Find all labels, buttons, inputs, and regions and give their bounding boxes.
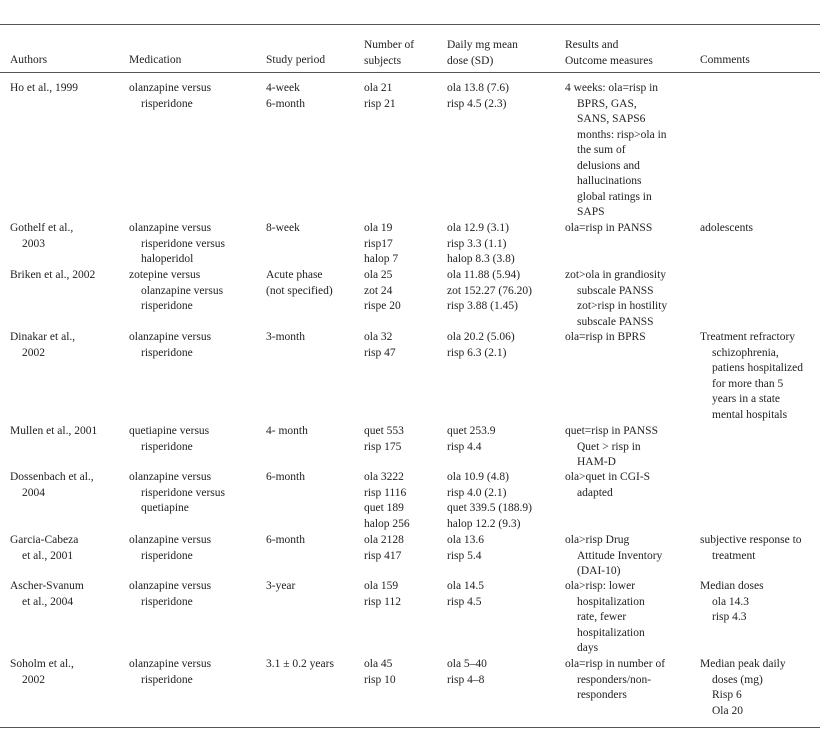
cell-results-line: ola>quet in CGI-S bbox=[565, 471, 651, 483]
cell-results bbox=[565, 330, 646, 346]
cell-period bbox=[266, 424, 308, 440]
cell-authors-line: et al., 2004 bbox=[22, 595, 74, 608]
cell-subjects bbox=[364, 579, 401, 610]
cell-subjects-line: halop 256 bbox=[364, 517, 410, 530]
header-comments bbox=[700, 53, 750, 69]
cell-results-line: 4 weeks: ola=risp in bbox=[565, 82, 659, 94]
cell-dose-line: halop 12.2 (9.3) bbox=[447, 517, 521, 530]
cell-dose bbox=[447, 330, 515, 361]
cell-subjects-line: ola 19 bbox=[364, 222, 393, 234]
cell-comments bbox=[700, 657, 786, 719]
cell-dose-line: quet 253.9 bbox=[447, 425, 496, 437]
cell-dose-line: risp 4.4 bbox=[447, 440, 482, 453]
cell-results-line: Attitude Inventory bbox=[577, 549, 663, 562]
cell-medication-line: zotepine versus bbox=[129, 269, 201, 281]
cell-dose bbox=[447, 470, 532, 532]
cell-results-line: subscale PANSS bbox=[577, 315, 654, 328]
cell-dose bbox=[447, 81, 509, 112]
cell-medication-line: olanzapine versus bbox=[129, 580, 212, 592]
header-results-line: Outcome measures bbox=[565, 54, 653, 67]
cell-medication-line: olanzapine versus bbox=[129, 222, 212, 234]
cell-comments-line: years in a state bbox=[712, 393, 781, 405]
header-results bbox=[565, 38, 653, 69]
cell-period-line: (not specified) bbox=[266, 284, 333, 297]
cell-results bbox=[565, 470, 650, 501]
cell-authors bbox=[10, 81, 78, 97]
cell-authors-line: Briken et al., 2002 bbox=[10, 269, 96, 281]
cell-dose-line: ola 12.9 (3.1) bbox=[447, 222, 509, 234]
cell-results-line: quet=risp in PANSS bbox=[565, 425, 658, 437]
cell-results-line: ola=risp in PANSS bbox=[565, 222, 653, 234]
cell-authors-line: Mullen et al., 2001 bbox=[10, 425, 98, 437]
cell-authors-line: Ascher-Svanum bbox=[10, 580, 84, 592]
cell-subjects-line: ola 25 bbox=[364, 269, 393, 281]
cell-results-line: hospitalization bbox=[577, 595, 645, 608]
cell-subjects-line: risp 175 bbox=[364, 440, 402, 453]
cell-period bbox=[266, 533, 305, 549]
cell-subjects-line: quet 553 bbox=[364, 425, 404, 437]
cell-authors-line: Garcia-Cabeza bbox=[10, 534, 79, 546]
cell-comments-line: for more than 5 bbox=[712, 377, 784, 390]
cell-subjects bbox=[364, 221, 398, 268]
cell-medication-line: risperidone bbox=[141, 346, 193, 359]
cell-period-line: 6-month bbox=[266, 534, 305, 546]
cell-results-line: Quet > risp in bbox=[577, 440, 641, 453]
cell-subjects bbox=[364, 330, 396, 361]
cell-comments-line: patiens hospitalized bbox=[712, 362, 804, 374]
cell-results-line: zot>risp in hostility bbox=[577, 300, 668, 312]
cell-comments bbox=[700, 221, 753, 237]
cell-medication-line: quetiapine bbox=[141, 502, 189, 514]
cell-comments-line: subjective response to bbox=[700, 534, 802, 546]
cell-period-line: 3-month bbox=[266, 331, 305, 343]
cell-dose bbox=[447, 579, 484, 610]
cell-comments-line: ola 14.3 bbox=[712, 595, 750, 608]
cell-results-line: ola=risp in BPRS bbox=[565, 331, 646, 343]
cell-comments-line: Risp 6 bbox=[712, 689, 742, 701]
cell-medication bbox=[129, 268, 223, 315]
header-results-line: Results and bbox=[565, 39, 619, 51]
cell-dose-line: ola 10.9 (4.8) bbox=[447, 471, 509, 483]
cell-authors bbox=[10, 579, 84, 610]
cell-subjects-line: ola 21 bbox=[364, 82, 393, 94]
cell-dose-line: ola 5–40 bbox=[447, 658, 487, 670]
header-dose-line: dose (SD) bbox=[447, 54, 494, 67]
cell-medication-line: risperidone bbox=[141, 673, 193, 686]
cell-results-line: (DAI-10) bbox=[577, 565, 621, 577]
cell-medication-line: risperidone versus bbox=[141, 237, 225, 250]
cell-results bbox=[565, 221, 652, 237]
cell-results-line: delusions and bbox=[577, 159, 640, 172]
cell-subjects-line: halop 7 bbox=[364, 253, 399, 265]
cell-dose-line: risp 4.5 bbox=[447, 595, 482, 608]
header-medication bbox=[129, 53, 181, 69]
cell-medication-line: olanzapine versus bbox=[129, 534, 212, 546]
cell-period bbox=[266, 221, 300, 237]
cell-dose-line: risp 3.3 (1.1) bbox=[447, 237, 507, 250]
cell-comments-line: Median doses bbox=[700, 580, 764, 592]
cell-results bbox=[565, 81, 667, 221]
cell-comments bbox=[700, 579, 764, 626]
cell-dose-line: risp 4–8 bbox=[447, 673, 485, 686]
cell-authors-line: 2002 bbox=[22, 346, 45, 359]
cell-period-line: 8-week bbox=[266, 222, 300, 234]
cell-results-line: ola>risp: lower bbox=[565, 580, 636, 592]
cell-period bbox=[266, 81, 305, 112]
cell-results-line: rate, fewer bbox=[577, 611, 627, 623]
cell-results-line: days bbox=[577, 642, 599, 654]
cell-subjects-line: ola 159 bbox=[364, 580, 399, 592]
cell-authors-line: Dinakar et al., bbox=[10, 331, 76, 343]
cell-subjects-line: risp 47 bbox=[364, 346, 396, 359]
cell-period-line: 4- month bbox=[266, 425, 308, 437]
cell-subjects bbox=[364, 268, 401, 315]
cell-comments bbox=[700, 330, 803, 423]
bottom-rule bbox=[0, 727, 820, 728]
cell-subjects-line: risp 112 bbox=[364, 595, 401, 608]
cell-dose-line: ola 20.2 (5.06) bbox=[447, 331, 515, 343]
cell-authors bbox=[10, 470, 94, 501]
cell-authors-line: Ho et al., 1999 bbox=[10, 82, 79, 94]
cell-subjects-line: risp 417 bbox=[364, 549, 402, 562]
cell-medication-line: quetiapine versus bbox=[129, 425, 210, 437]
header-dose bbox=[447, 38, 518, 69]
cell-results-line: the sum of bbox=[577, 144, 626, 156]
cell-dose-line: quet 339.5 (188.9) bbox=[447, 502, 532, 514]
cell-period bbox=[266, 579, 295, 595]
cell-comments-line: schizophrenia, bbox=[712, 346, 779, 359]
cell-results-line: BPRS, GAS, bbox=[577, 97, 637, 110]
cell-subjects-line: quet 189 bbox=[364, 502, 404, 514]
cell-dose-line: zot 152.27 (76.20) bbox=[447, 284, 532, 297]
cell-period-line: 3-year bbox=[266, 580, 296, 592]
cell-medication bbox=[129, 533, 211, 564]
cell-dose-line: ola 13.6 bbox=[447, 534, 485, 546]
cell-medication-line: olanzapine versus bbox=[129, 331, 212, 343]
cell-dose-line: ola 11.88 (5.94) bbox=[447, 269, 521, 281]
header-subjects-line: subjects bbox=[364, 54, 402, 67]
cell-dose-line: ola 13.8 (7.6) bbox=[447, 82, 509, 94]
cell-comments-line: treatment bbox=[712, 549, 756, 562]
cell-medication-line: risperidone bbox=[141, 595, 193, 608]
cell-medication-line: risperidone bbox=[141, 300, 193, 312]
cell-results-line: months: risp>ola in bbox=[577, 128, 667, 141]
header-subjects bbox=[364, 38, 414, 69]
cell-medication-line: olanzapine versus bbox=[129, 471, 212, 483]
header-rule bbox=[0, 72, 820, 73]
cell-medication-line: risperidone versus bbox=[141, 486, 225, 499]
cell-medication-line: risperidone bbox=[141, 97, 193, 110]
cell-subjects bbox=[364, 81, 396, 112]
cell-dose-line: risp 4.0 (2.1) bbox=[447, 486, 507, 499]
cell-comments-line: adolescents bbox=[700, 222, 754, 234]
cell-results-line: SAPS bbox=[577, 206, 605, 218]
header-subjects-line: Number of bbox=[364, 39, 415, 51]
cell-period-line: 6-month bbox=[266, 97, 305, 110]
cell-medication-line: olanzapine versus bbox=[129, 82, 212, 94]
cell-dose-line: halop 8.3 (3.8) bbox=[447, 253, 515, 265]
cell-period bbox=[266, 657, 334, 673]
cell-results-line: ola=risp in number of bbox=[565, 658, 666, 670]
cell-dose-line: risp 4.5 (2.3) bbox=[447, 97, 507, 110]
cell-medication-line: olanzapine versus bbox=[129, 658, 212, 670]
header-medication-line: Medication bbox=[129, 54, 182, 66]
cell-subjects-line: ola 3222 bbox=[364, 471, 404, 483]
cell-dose-line: risp 5.4 bbox=[447, 549, 482, 562]
cell-results bbox=[565, 424, 658, 471]
cell-results-line: hallucinations bbox=[577, 175, 642, 187]
cell-comments-line: Ola 20 bbox=[712, 704, 743, 717]
cell-authors bbox=[10, 221, 73, 252]
cell-results-line: global ratings in bbox=[577, 190, 652, 203]
cell-authors-line: 2004 bbox=[22, 486, 45, 499]
cell-results-line: hospitalization bbox=[577, 626, 645, 639]
cell-authors bbox=[10, 268, 95, 284]
cell-results-line: zot>ola in grandiosity bbox=[565, 269, 667, 281]
cell-results-line: HAM-D bbox=[577, 456, 616, 468]
header-authors-line: Authors bbox=[10, 54, 48, 66]
cell-dose bbox=[447, 657, 487, 688]
cell-medication bbox=[129, 424, 209, 455]
cell-period-line: 4-week bbox=[266, 82, 300, 94]
cell-medication bbox=[129, 330, 211, 361]
cell-subjects bbox=[364, 470, 410, 532]
cell-dose-line: risp 3.88 (1.45) bbox=[447, 300, 518, 312]
cell-results-line: SANS, SAPS6 bbox=[577, 113, 646, 125]
cell-subjects-line: risp 10 bbox=[364, 673, 396, 686]
cell-subjects-line: zot 24 bbox=[364, 284, 393, 297]
cell-medication bbox=[129, 657, 211, 688]
cell-authors-line: Soholm et al., bbox=[10, 658, 74, 670]
cell-subjects-line: rispe 20 bbox=[364, 300, 401, 312]
cell-period bbox=[266, 268, 333, 299]
cell-medication-line: olanzapine versus bbox=[141, 284, 224, 297]
cell-dose bbox=[447, 268, 532, 315]
cell-results bbox=[565, 268, 667, 330]
cell-dose-line: risp 6.3 (2.1) bbox=[447, 346, 507, 359]
cell-dose-line: ola 14.5 bbox=[447, 580, 485, 592]
cell-results-line: adapted bbox=[577, 486, 613, 499]
cell-period-line: 3.1 ± 0.2 years bbox=[266, 658, 334, 670]
cell-subjects-line: risp 1116 bbox=[364, 486, 407, 499]
cell-medication bbox=[129, 470, 225, 517]
cell-comments-line: risp 4.3 bbox=[712, 611, 747, 623]
cell-period bbox=[266, 330, 305, 346]
cell-medication-line: risperidone bbox=[141, 549, 193, 562]
cell-comments bbox=[700, 533, 802, 564]
top-rule bbox=[0, 24, 820, 25]
cell-medication bbox=[129, 579, 211, 610]
cell-medication bbox=[129, 221, 225, 268]
cell-results-line: responders/non- bbox=[577, 673, 652, 686]
cell-authors-line: Gothelf et al., bbox=[10, 222, 74, 234]
cell-authors-line: Dossenbach et al., bbox=[10, 471, 94, 483]
cell-subjects bbox=[364, 533, 404, 564]
cell-authors-line: 2002 bbox=[22, 673, 45, 686]
cell-authors bbox=[10, 657, 74, 688]
cell-subjects-line: ola 45 bbox=[364, 658, 393, 670]
cell-subjects bbox=[364, 657, 396, 688]
cell-results bbox=[565, 533, 662, 580]
cell-dose bbox=[447, 221, 515, 268]
header-period-line: Study period bbox=[266, 54, 326, 66]
cell-comments-line: Median peak daily bbox=[700, 658, 786, 670]
cell-authors bbox=[10, 424, 97, 440]
cell-authors bbox=[10, 533, 78, 564]
cell-medication-line: haloperidol bbox=[141, 253, 194, 265]
cell-medication-line: risperidone bbox=[141, 440, 193, 453]
cell-results-line: responders bbox=[577, 689, 627, 701]
cell-subjects-line: risp 21 bbox=[364, 97, 396, 110]
cell-subjects-line: risp17 bbox=[364, 237, 393, 250]
header-authors bbox=[10, 53, 47, 69]
cell-period bbox=[266, 470, 305, 486]
cell-period-line: 6-month bbox=[266, 471, 305, 483]
cell-comments-line: doses (mg) bbox=[712, 673, 763, 686]
cell-dose bbox=[447, 533, 484, 564]
cell-subjects-line: ola 32 bbox=[364, 331, 393, 343]
cell-authors-line: et al., 2001 bbox=[22, 549, 74, 562]
cell-comments-line: Treatment refractory bbox=[700, 331, 796, 343]
cell-medication bbox=[129, 81, 211, 112]
header-period bbox=[266, 53, 325, 69]
header-dose-line: Daily mg mean bbox=[447, 39, 518, 51]
cell-results bbox=[565, 657, 665, 704]
cell-results-line: subscale PANSS bbox=[577, 284, 654, 297]
cell-comments-line: mental hospitals bbox=[712, 408, 788, 421]
cell-authors bbox=[10, 330, 75, 361]
cell-results bbox=[565, 579, 645, 657]
header-comments-line: Comments bbox=[700, 54, 750, 66]
cell-dose bbox=[447, 424, 496, 455]
cell-results-line: ola>risp Drug bbox=[565, 534, 630, 546]
cell-authors-line: 2003 bbox=[22, 237, 45, 250]
cell-subjects bbox=[364, 424, 404, 455]
cell-period-line: Acute phase bbox=[266, 269, 323, 281]
cell-subjects-line: ola 2128 bbox=[364, 534, 404, 546]
